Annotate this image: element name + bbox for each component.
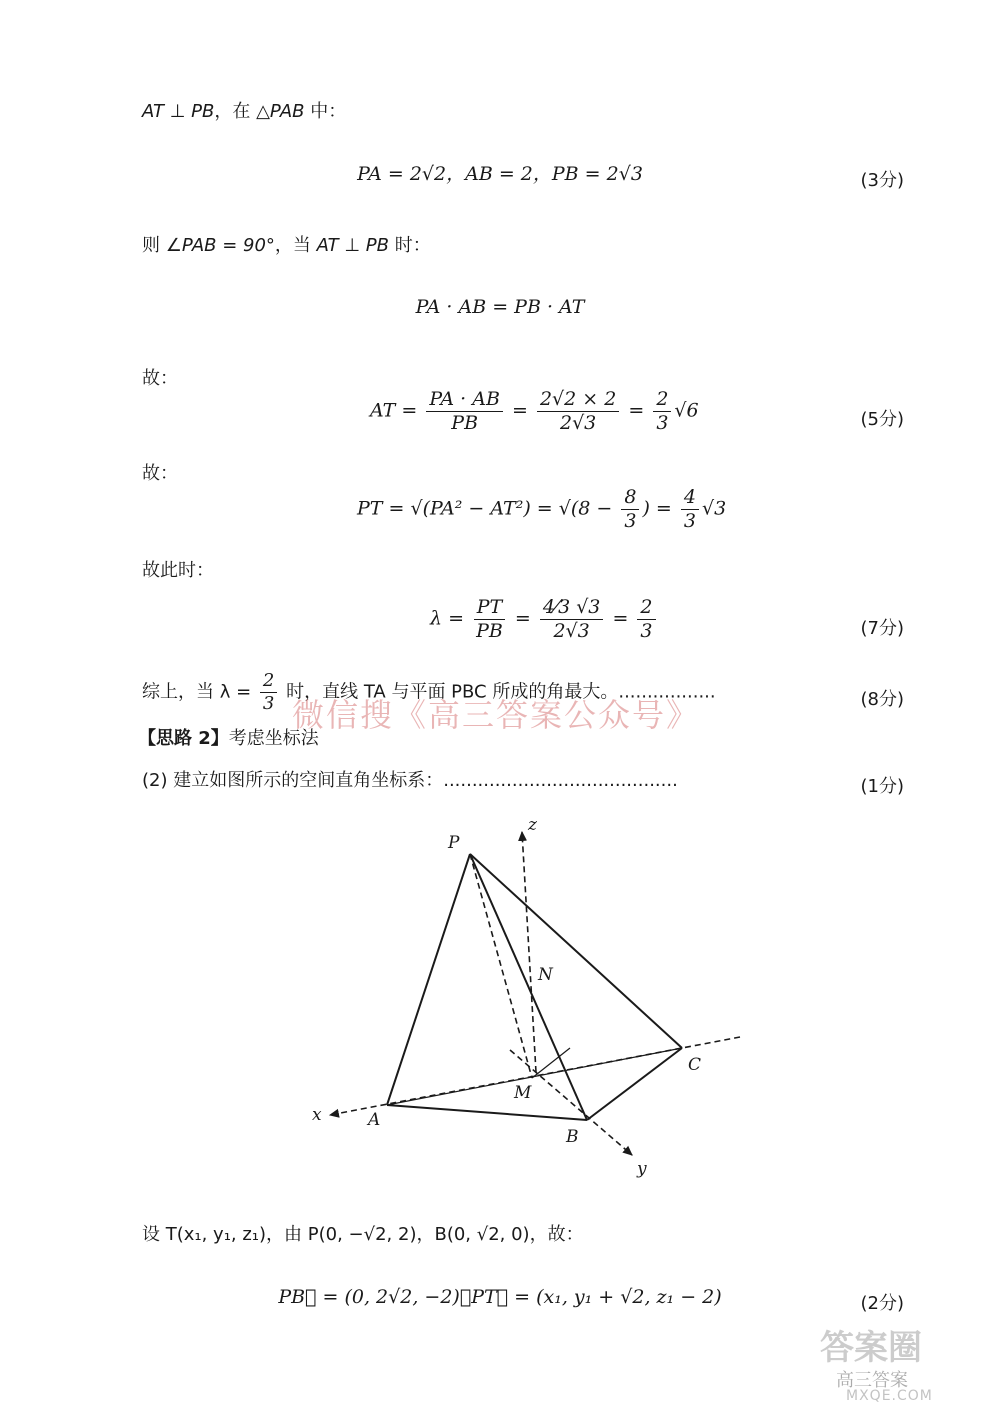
- gu-label-2: 故：: [142, 463, 178, 484]
- gu-label-3: 故此时：: [142, 560, 214, 581]
- edge-pc: [470, 854, 682, 1048]
- equation-vectors: PB⃗ = (0, 2√2, −2)，PT⃗ = (x₁, y₁ + √2, z₁ − 2): [278, 1286, 722, 1308]
- label-c: C: [688, 1055, 702, 1075]
- frac2-den: 2√3: [559, 412, 597, 434]
- fraction-4: [621, 488, 639, 531]
- score-3: (3分): [860, 170, 904, 191]
- watermark-text: 微信搜《高三答案公众号》: [292, 696, 701, 734]
- frac3-num: 2: [653, 390, 671, 412]
- eq3-tail: √6: [674, 399, 699, 422]
- edge-ab: [387, 1105, 587, 1120]
- right-angle: ∠PAB = 90°: [165, 235, 275, 256]
- step2-mid: ，当: [274, 235, 317, 256]
- fraction-1: [426, 390, 503, 433]
- fraction-8: [637, 598, 655, 641]
- frac1-num: PA · AB: [426, 390, 503, 412]
- frac2-num: 2√2 × 2: [537, 390, 619, 412]
- fraction-2: [537, 390, 619, 433]
- triangle-pab: △PAB: [256, 101, 305, 122]
- label-p: P: [448, 833, 460, 853]
- eq4-lhs: PT = √(PA² − AT²) = √(8 −: [357, 497, 613, 520]
- frac3-den: 3: [656, 412, 669, 434]
- score-5: (5分): [860, 409, 904, 430]
- frac5-den: 3: [683, 510, 696, 532]
- frac8-den: 3: [640, 620, 653, 642]
- label-n: N: [538, 965, 553, 985]
- frac6-den: PB: [476, 620, 503, 642]
- perp-condition: AT ⊥ PB: [142, 101, 215, 122]
- label-y: y: [637, 1159, 647, 1179]
- step1-tail: 中：: [304, 101, 347, 122]
- frac7-num: 4⁄3 √3: [540, 598, 604, 620]
- frac4-num: 8: [621, 488, 639, 510]
- equation-side-lengths: PA = 2√2，AB = 2，PB = 2√3: [357, 163, 643, 185]
- method2-heading: [138, 730, 319, 748]
- label-m: M: [514, 1083, 532, 1103]
- step4-line: 设 T(x₁, y₁, z₁)，由 P(0, −√2, 2)，B(0, √2, 0)，故：: [142, 1224, 584, 1245]
- stamp-url: MXQE.COM: [846, 1388, 933, 1404]
- fraction-5: [681, 488, 699, 531]
- frac4-den: 3: [624, 510, 637, 532]
- eq4-tail: √3: [701, 497, 727, 520]
- z-axis: [522, 832, 536, 1072]
- frac8-num: 2: [637, 598, 655, 620]
- stamp-text: 高三答案: [836, 1370, 908, 1391]
- step1-line: [142, 103, 346, 121]
- method2-title: 考虑坐标法: [228, 728, 319, 749]
- summary-post: 时，直线 TA 与平面 PBC 所成的角最大。.................: [280, 681, 716, 703]
- stamp-logo: 答案圈: [820, 1328, 922, 1368]
- equation-lambda: λ = $\frac{PT}{PB}$ = $\frac{4⁄3 √3}{2√3}$ = $\frac{2}{3}$: [430, 598, 659, 641]
- score-7: (7分): [860, 618, 904, 639]
- step2-pre: 则: [142, 235, 166, 256]
- frac9-num: 2: [260, 672, 277, 693]
- equation-at: AT = $\frac{PA \cdot AB}{PB}$ = $\frac{2√2 \times 2}{2√3}$ = $\frac{2}{3}$ √6: [370, 388, 699, 434]
- method2-head: 【思路 2】: [138, 728, 229, 749]
- score-8: (8分): [860, 689, 904, 710]
- fraction-6: [473, 598, 506, 641]
- eq5-lhs: λ =: [430, 607, 465, 630]
- frac5-num: 4: [681, 488, 699, 510]
- label-b: B: [566, 1127, 579, 1147]
- frac6-num: PT: [474, 598, 505, 620]
- step2-tail: 时：: [388, 235, 431, 256]
- edge-pa: [387, 854, 470, 1105]
- perp-condition-2: AT ⊥ PB: [316, 235, 389, 256]
- fraction-7: [540, 598, 604, 641]
- frac7-den: 2√3: [553, 620, 590, 642]
- summary-pre: 综上，当 λ =: [142, 681, 252, 703]
- label-a: A: [368, 1110, 381, 1130]
- step2-line: [142, 237, 431, 255]
- pyramid-figure: [0, 810, 1000, 1190]
- label-z: z: [528, 815, 537, 835]
- segment-pm: [470, 854, 532, 1078]
- fraction-9: [260, 672, 277, 713]
- eq4-mid: ) =: [642, 497, 672, 520]
- fraction-3: [653, 390, 671, 433]
- frac9-den: 3: [262, 693, 275, 714]
- label-x: x: [312, 1105, 322, 1125]
- gu-label-1: 故：: [142, 368, 178, 389]
- eq3-lhs: AT =: [370, 399, 418, 422]
- step3-line: (2) 建立如图所示的空间直角坐标系：.........................................: [142, 770, 678, 791]
- equation-area: PA · AB = PB · AT: [415, 296, 585, 318]
- score-1: (1分): [860, 776, 904, 797]
- score-2: (2分): [860, 1293, 904, 1314]
- edge-pb: [470, 854, 587, 1120]
- equation-pt: [357, 488, 726, 531]
- edge-bc: [587, 1048, 682, 1120]
- frac1-den: PB: [451, 412, 479, 434]
- step1-sep: ，在: [214, 101, 257, 122]
